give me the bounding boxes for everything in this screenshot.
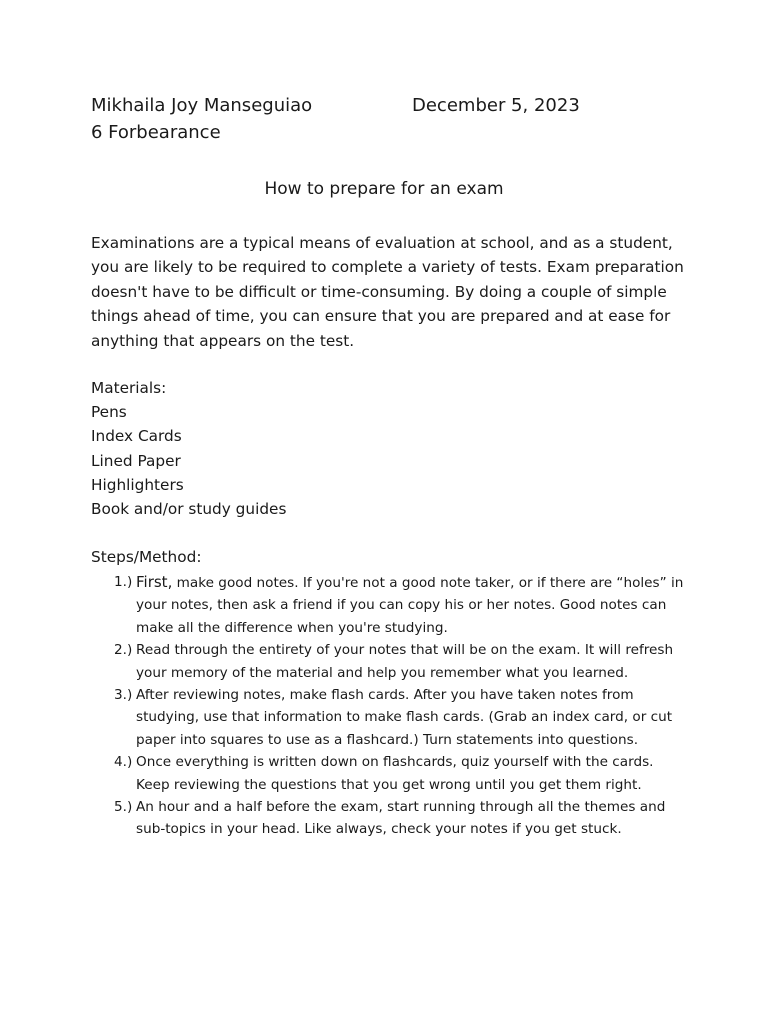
- step-item: [91, 796, 691, 841]
- step-text: Read through the entirety of your notes that will be on the exam. It will refresh your memory of the material and help you remember what you learned.: [136, 642, 674, 681]
- materials-list: [91, 376, 286, 521]
- material-item: Highlighters: [91, 475, 184, 494]
- step-number: 3.): [114, 687, 133, 704]
- material-item: Pens: [91, 403, 127, 422]
- step-item: [91, 571, 691, 639]
- step-number: 5.): [114, 799, 133, 816]
- step-number: 1.): [114, 574, 133, 590]
- step-item: [91, 684, 691, 751]
- steps-list: [91, 571, 691, 841]
- step-text: An hour and a half before the exam, start running through all the themes and sub-topics in your head. Like always, check your notes if you get stuck.: [136, 799, 666, 838]
- steps-heading: Steps/Method:: [91, 548, 202, 566]
- document-title: How to prepare for an exam: [264, 179, 504, 199]
- step-item: [91, 639, 691, 684]
- author-name: Mikhaila Joy Manseguiao: [91, 95, 313, 116]
- class-section: 6 Forbearance: [91, 122, 221, 143]
- intro-paragraph: Examinations are a typical means of evaluation at school, and as a student, you are likely to be required to complete a variety of tests. Exam preparation doesn't have to be difficult or time-consuming. By doing a couple of simple things ahead of time, you can ensure that you are prepared and at ease for anything that appears on the test.: [91, 234, 684, 350]
- step-text: make good notes. If you're not a good note taker, or if there are “holes” in your notes, then ask a friend if you can copy his or her notes. Good notes can make all the difference when you're studying.: [136, 575, 684, 636]
- step-text: After reviewing notes, make flash cards. After you have taken notes from studying, use that information to make flash cards. (Grab an index card, or cut paper into squares to use as a flashcard.) Turn statements into questions.: [136, 687, 673, 748]
- step-number: 4.): [114, 754, 133, 771]
- material-item: Index Cards: [91, 427, 182, 446]
- materials-heading: Materials:: [91, 379, 167, 397]
- step-number: 2.): [114, 642, 133, 659]
- step-lead: First,: [136, 573, 173, 591]
- material-item: Book and/or study guides: [91, 500, 287, 519]
- step-item: [91, 751, 691, 796]
- document-date: December 5, 2023: [412, 95, 580, 116]
- material-item: Lined Paper: [91, 451, 181, 470]
- step-text: Once everything is written down on flashcards, quiz yourself with the cards. Keep reviewing the questions that you get wrong until you get them right.: [136, 754, 654, 793]
